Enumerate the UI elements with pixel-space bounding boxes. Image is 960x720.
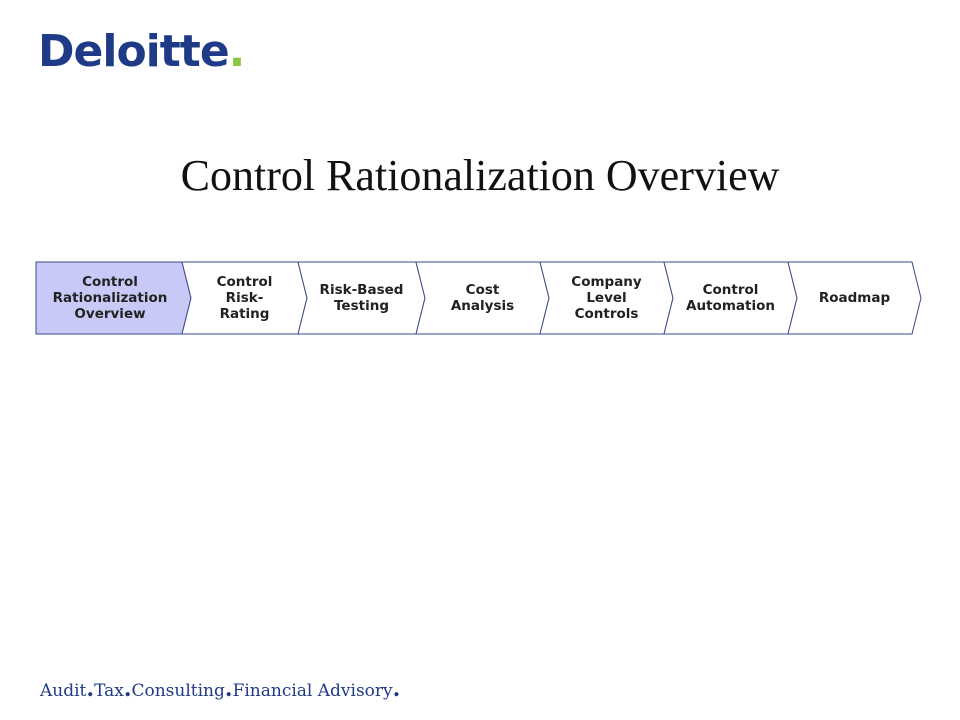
footer-item-audit: Audit [40, 681, 87, 701]
chevron-step-label-risk-rating: Control Risk- Rating [216, 273, 273, 323]
chevron-step-label-overview: Control Rationalization Overview [52, 273, 168, 323]
process-chevron-bar [36, 262, 922, 336]
footer-separator: . [392, 676, 401, 702]
chevron-step-label-risk-based-testing: Risk-Based Testing [319, 281, 404, 314]
slide-title: Control Rationalization Overview [180, 151, 780, 200]
chevron-step-label-cost-analysis: Cost Analysis [450, 281, 515, 314]
footer-separator: . [86, 676, 95, 702]
deloitte-logo [38, 26, 245, 77]
footer-item-tax: Tax [94, 681, 124, 701]
footer-item-consulting: Consulting [131, 681, 225, 701]
chevron-step-label-roadmap: Roadmap [818, 289, 891, 306]
footer-tagline [40, 676, 400, 702]
footer-item-financial-advisory: Financial Advisory [232, 681, 393, 701]
chevron-step-label-company-level-controls: Company Level Controls [571, 273, 642, 323]
footer-separator: . [123, 676, 132, 702]
chevron-step-label-control-automation: Control Automation [686, 281, 775, 314]
logo-wordmark: Deloitte [38, 26, 229, 77]
footer-separator: . [224, 676, 233, 702]
logo-dot: . [228, 26, 245, 77]
